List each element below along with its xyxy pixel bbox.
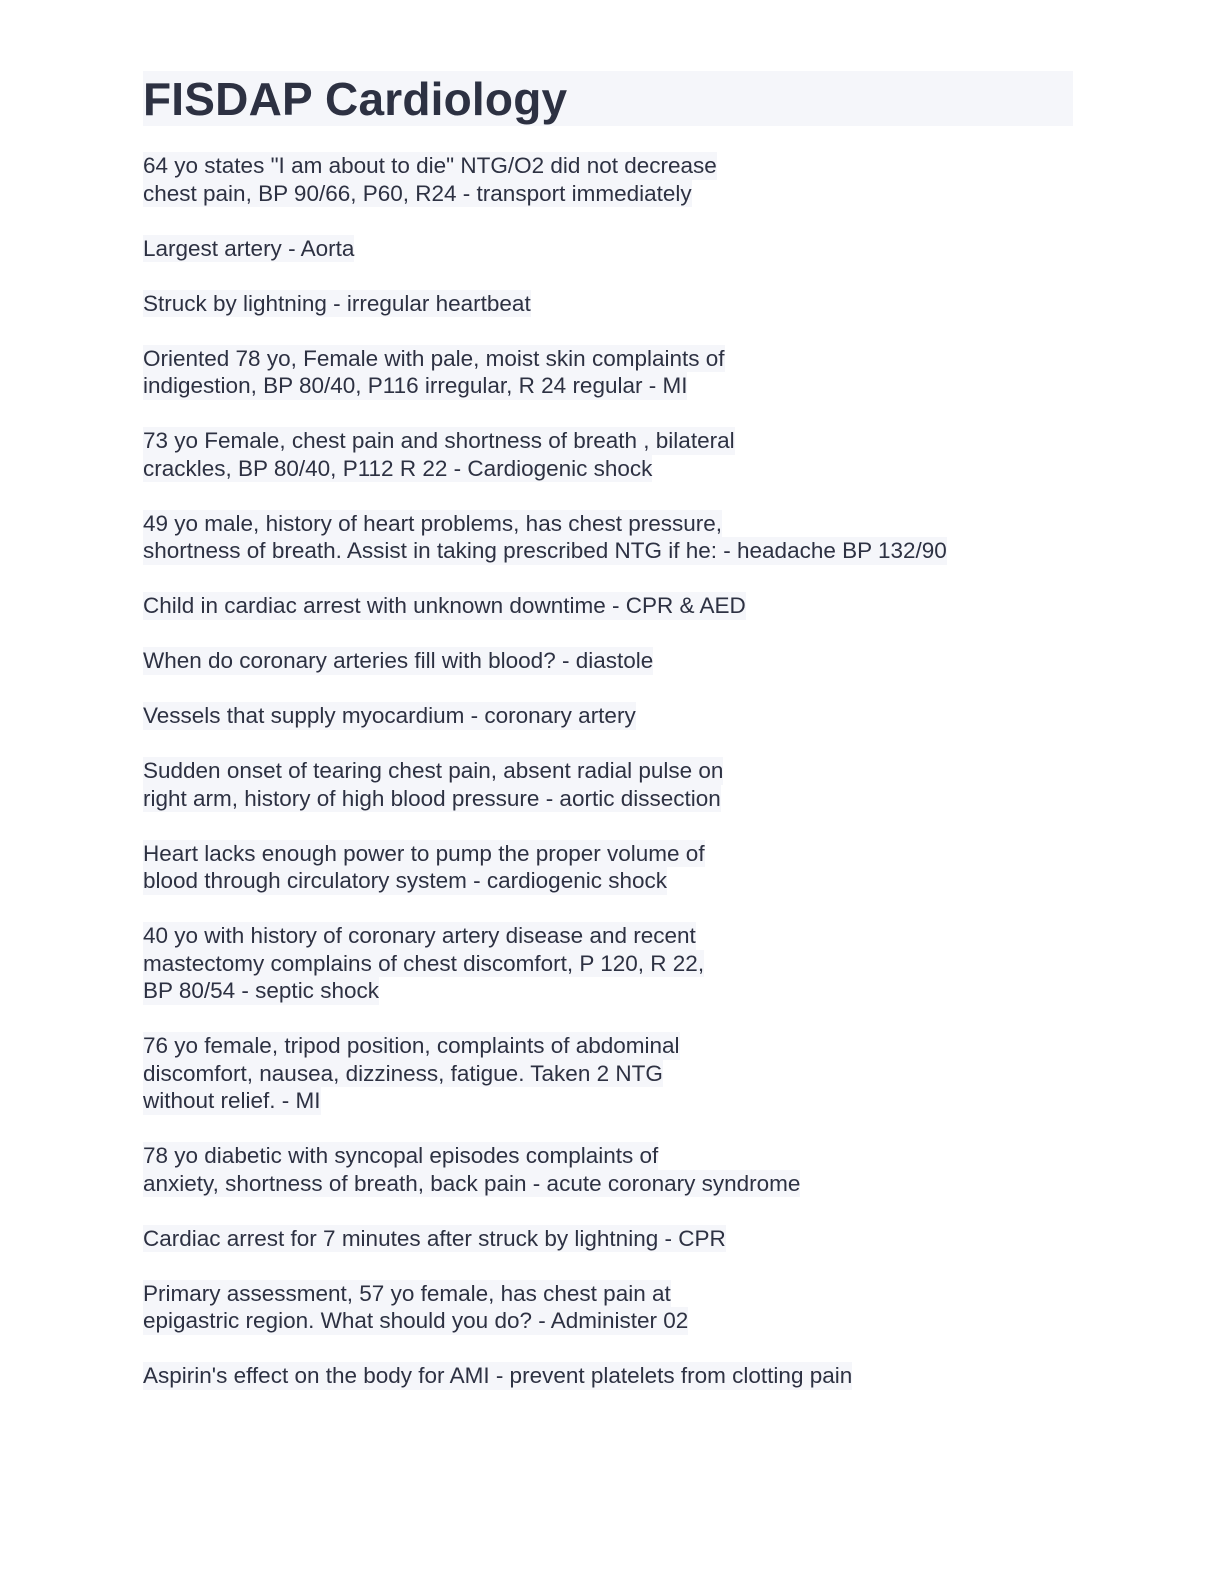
flashcard-item	[143, 235, 1073, 263]
flashcard-item	[143, 840, 1073, 895]
flashcard-line: shortness of breath. Assist in taking prescribed NTG if he: - headache BP 132/90	[143, 538, 947, 563]
flashcard-line: blood through circulatory system - cardiogenic shock	[143, 868, 667, 893]
flashcard-line: discomfort, nausea, dizziness, fatigue. Taken 2 NTG	[143, 1060, 663, 1086]
flashcard-line: Vessels that supply myocardium - coronary artery	[143, 703, 636, 728]
flashcard-item	[143, 1225, 1073, 1253]
flashcard-line: 76 yo female, tripod position, complaints of abdominal	[143, 1033, 680, 1058]
flashcard-line: Sudden onset of tearing chest pain, absent radial pulse on	[143, 758, 724, 783]
flashcard-item	[143, 152, 1073, 207]
title-banner	[143, 71, 1073, 126]
flashcard-line: Oriented 78 yo, Female with pale, moist skin complaints of	[143, 345, 725, 371]
flashcard-line: When do coronary arteries fill with blood? - diastole	[143, 648, 654, 673]
flashcard-line: anxiety, shortness of breath, back pain - acute coronary syndrome	[143, 1170, 801, 1196]
flashcard-item	[143, 1142, 1073, 1197]
flashcard-line: crackles, BP 80/40, P112 R 22 - Cardiogenic shock	[143, 455, 653, 481]
flashcard-line: chest pain, BP 90/66, P60, R24 - transport immediately	[143, 180, 692, 206]
flashcard-line: Child in cardiac arrest with unknown downtime - CPR & AED	[143, 593, 746, 618]
flashcard-item	[143, 1280, 1073, 1335]
flashcard-line: Heart lacks enough power to pump the proper volume of	[143, 840, 705, 866]
flashcard-item	[143, 592, 1073, 620]
flashcard-line: right arm, history of high blood pressure - aortic dissection	[143, 785, 721, 811]
page-title: FISDAP Cardiology	[143, 73, 568, 125]
flashcard-line: Struck by lightning - irregular heartbeat	[143, 290, 531, 316]
flashcard-line: epigastric region. What should you do? - Administer 02	[143, 1308, 689, 1333]
flashcard-item	[143, 1032, 1073, 1115]
flashcard-line: mastectomy complains of chest discomfort, P 120, R 22,	[143, 950, 705, 976]
flashcard-line: BP 80/54 - septic shock	[143, 978, 379, 1003]
flashcard-item	[143, 757, 1073, 812]
flashcard-line: 73 yo Female, chest pain and shortness of breath , bilateral	[143, 428, 735, 453]
flashcard-item	[143, 510, 1073, 565]
flashcard-item	[143, 702, 1073, 730]
flashcard-line: 78 yo diabetic with syncopal episodes complaints of	[143, 1143, 659, 1168]
flashcard-line: 64 yo states "I am about to die" NTG/O2 did not decrease	[143, 153, 717, 178]
flashcard-line: indigestion, BP 80/40, P116 irregular, R 24 regular - MI	[143, 373, 688, 398]
flashcard-line: Aspirin's effect on the body for AMI - prevent platelets from clotting pain	[143, 1363, 853, 1388]
flashcard-line: 40 yo with history of coronary artery disease and recent	[143, 923, 696, 948]
flashcard-item	[143, 345, 1073, 400]
flashcard-item	[143, 427, 1073, 482]
document-page	[143, 71, 1073, 1417]
flashcard-list	[143, 152, 1073, 1390]
flashcard-item	[143, 647, 1073, 675]
flashcard-line: Primary assessment, 57 yo female, has chest pain at	[143, 1280, 671, 1306]
flashcard-line: Largest artery - Aorta	[143, 235, 355, 261]
flashcard-item	[143, 1362, 1073, 1390]
flashcard-line: without relief. - MI	[143, 1088, 321, 1113]
flashcard-line: Cardiac arrest for 7 minutes after struck by lightning - CPR	[143, 1225, 726, 1251]
flashcard-item	[143, 922, 1073, 1005]
flashcard-line: 49 yo male, history of heart problems, has chest pressure,	[143, 510, 723, 536]
flashcard-item	[143, 290, 1073, 318]
